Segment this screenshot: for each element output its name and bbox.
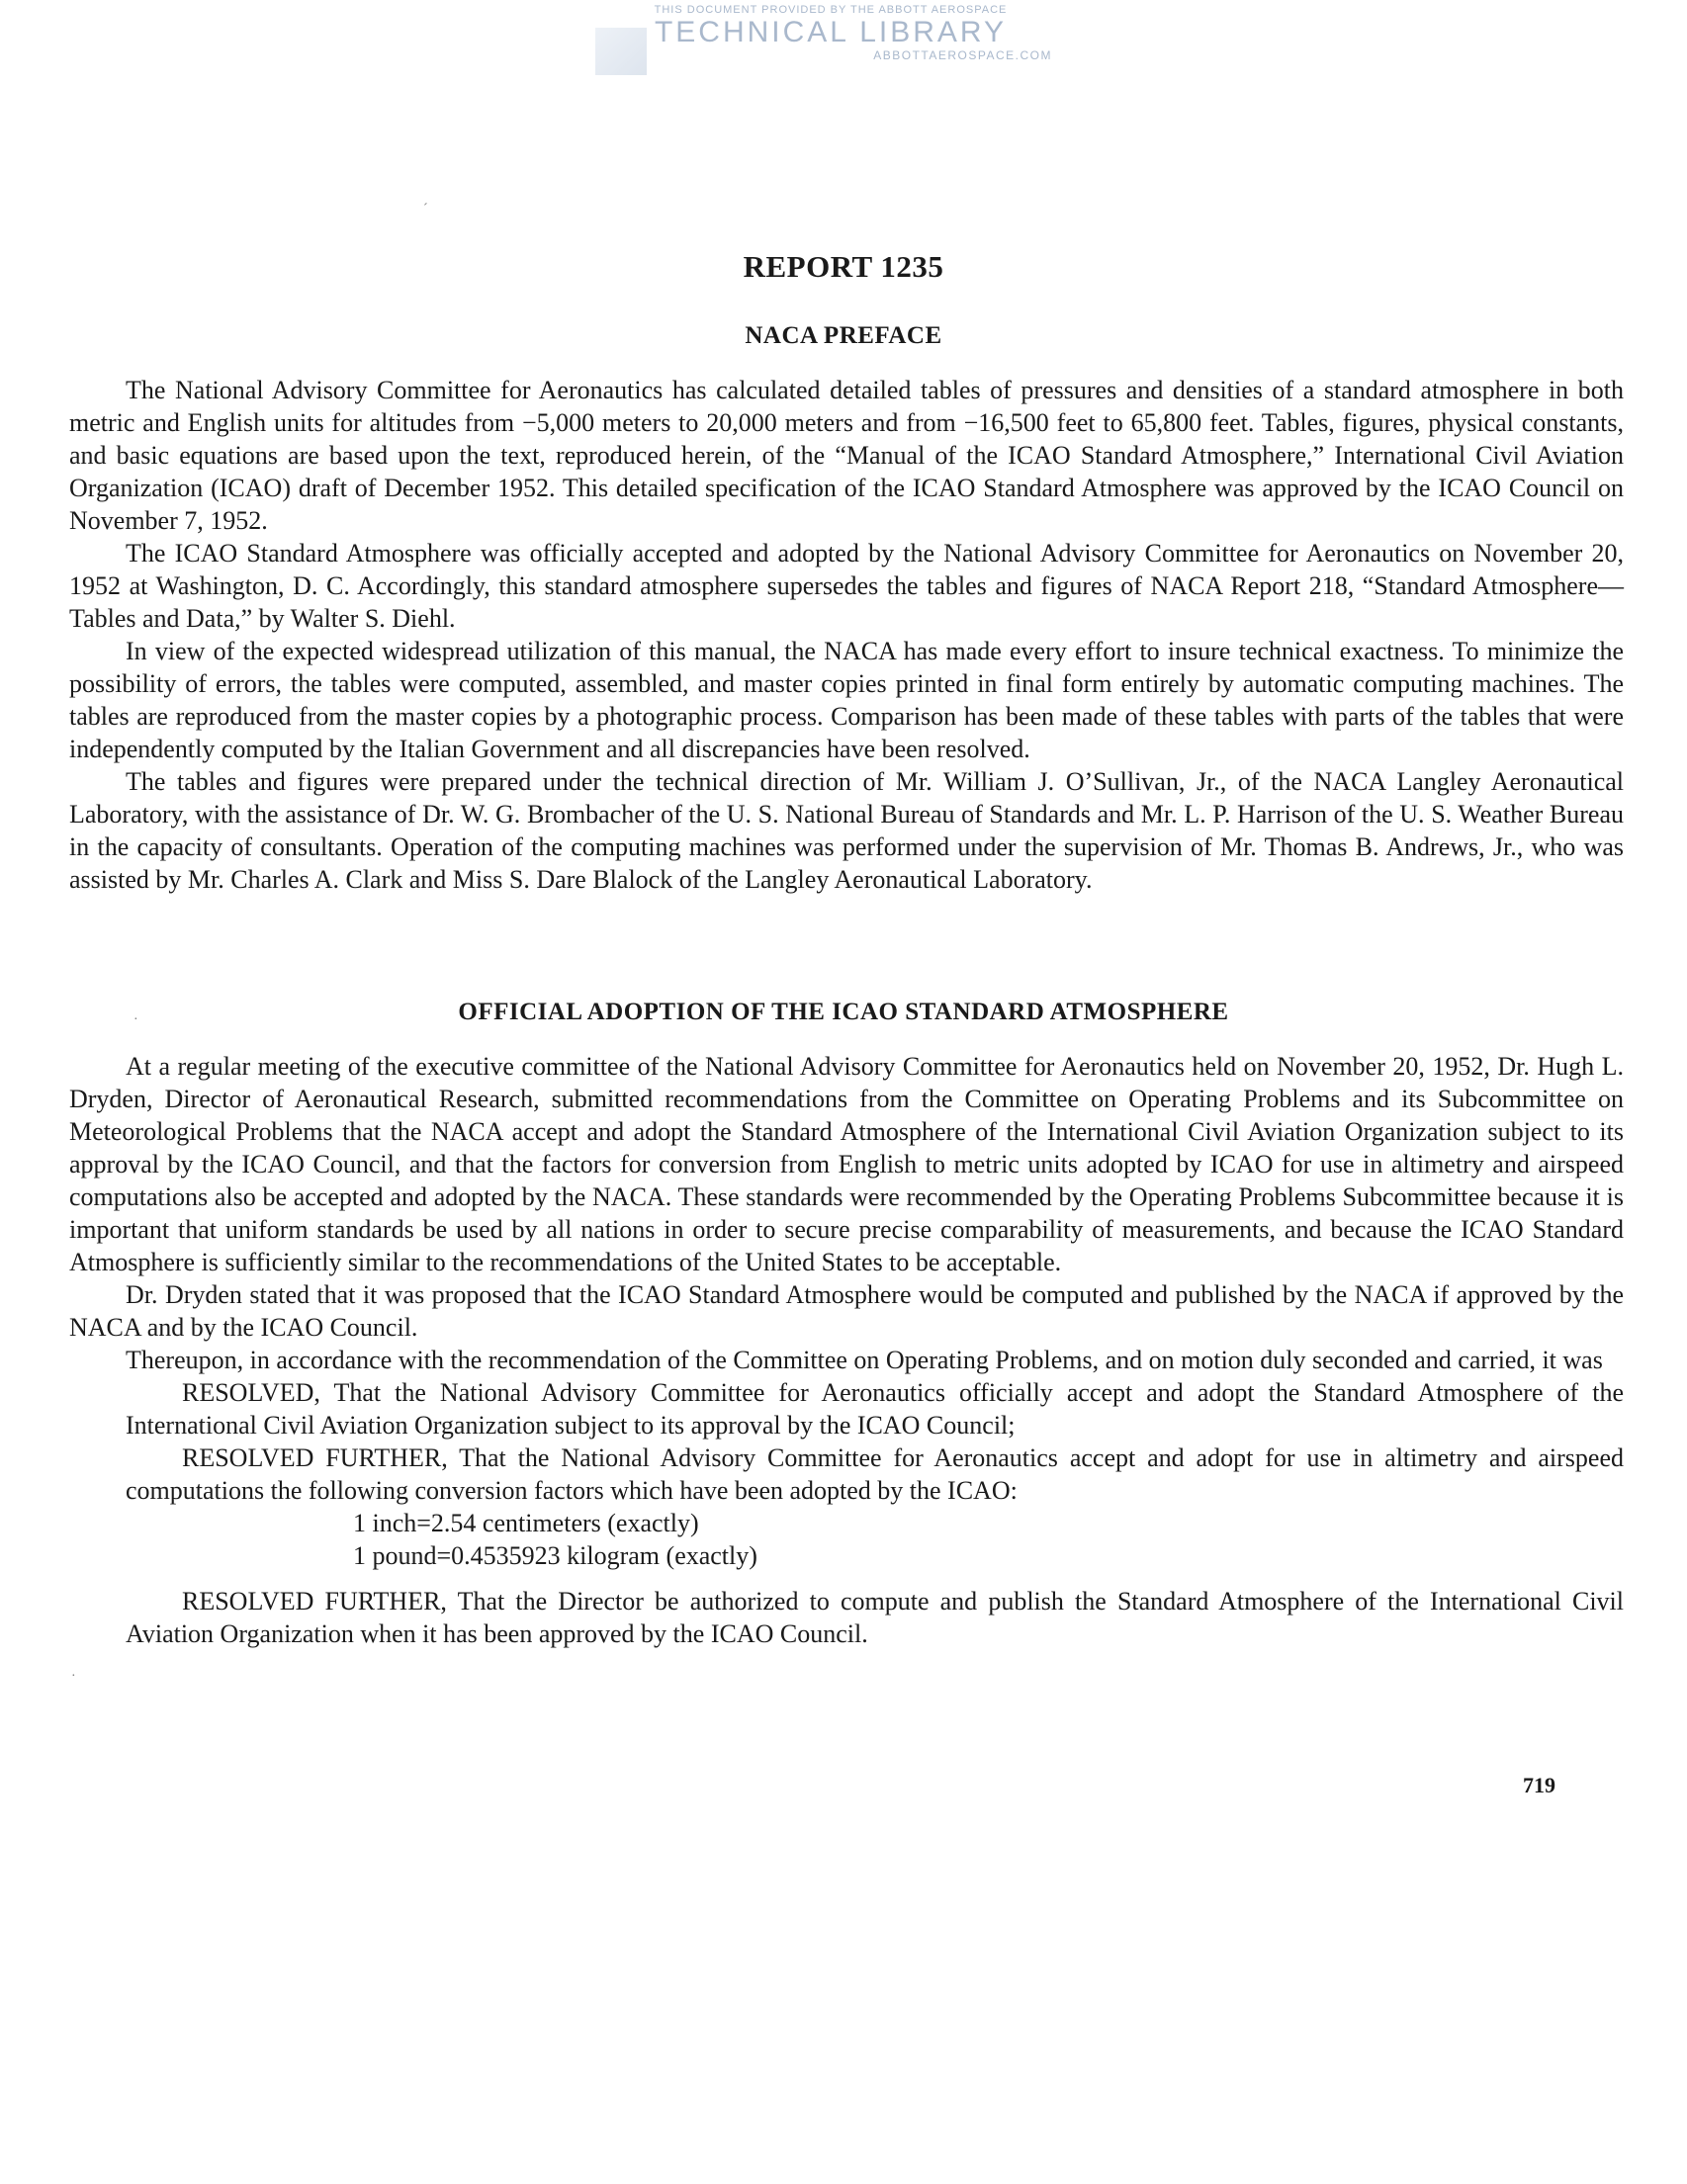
conversion-factor-pound: 1 pound=0.4535923 kilogram (exactly) [353,1541,757,1570]
preface-paragraph: In view of the expected widespread utilization of this manual, the NACA has made every effort to insure technical exactness. To minimize the possibility of errors, the tables were computed, assembled, and master copies printed in final form entirely by automatic computing machines. The tables are reproduced from the master copies by a photographic process. Comparison has been made of these tables with parts of the tables that were independently computed by the Italian Government and all discrepancies have been resolved. [69,637,1624,763]
conversion-factor-inch: 1 inch=2.54 centimeters (exactly) [353,1509,699,1537]
preface-heading: NACA PREFACE [745,322,942,349]
scan-speck: ´ [423,202,428,217]
watermark-title: TECHNICAL LIBRARY [654,16,1008,48]
scan-speck: · [71,1669,76,1684]
adoption-heading: OFFICIAL ADOPTION OF THE ICAO STANDARD ATMOSPHERE [458,999,1229,1025]
adoption-body [69,1050,1624,1650]
preface-paragraph: The ICAO Standard Atmosphere was officially accepted and adopted by the National Advisory Committee for Aeronautics on November 20, 1952 at Washington, D. C. Accordingly, this standard atmosphere supersedes the tables and figures of NACA Report 218, “Standard Atmosphere—Tables and Data,” by Walter S. Diehl. [69,539,1624,633]
adoption-paragraph: At a regular meeting of the executive committee of the National Advisory Committee for Aeronautics held on November 20, 1952, Dr. Hugh L. Dryden, Director of Aeronautical Research, submitted recommendations from the Committee on Operating Problems and its Subcommittee on Meteorological Problems that the NACA accept and adopt the Standard Atmosphere of the International Civil Aviation Organization subject to its approval by the ICAO Council, and that the factors for conversion from English to metric units adopted by ICAO for use in altimetry and airspeed computations also be accepted and adopted by the NACA. These standards were recommended by the Operating Problems Subcommittee because it is important that uniform standards be used by all nations in order to secure precise comparability of measurements, and because the ICAO Standard Atmosphere is sufficiently similar to the recommendations of the United States to be acceptable. [69,1052,1624,1276]
adoption-paragraph: Thereupon, in accordance with the recommendation of the Committee on Operating Problems, and on motion duly seconded and carried, it was [126,1346,1603,1374]
page-number: 719 [1523,1773,1555,1797]
adoption-paragraph: Dr. Dryden stated that it was proposed that the ICAO Standard Atmosphere would be computed and published by the NACA if approved by the NACA and by the ICAO Council. [69,1280,1624,1342]
final-resolution-paragraph: RESOLVED FURTHER, That the Director be authorized to compute and publish the Standard Atmosphere of the International Civil Aviation Organization when it has been approved by the ICAO Council. [126,1587,1624,1648]
resolution-paragraph: RESOLVED, That the National Advisory Committee for Aeronautics officially accept and adopt the Standard Atmosphere of the International Civil Aviation Organization subject to its approval by the ICAO Council; [126,1378,1624,1440]
preface-paragraph: The National Advisory Committee for Aeronautics has calculated detailed tables of pressures and densities of a standard atmosphere in both metric and English units for altitudes from −5,000 meters to 20,000 meters and from −16,500 feet to 65,800 feet. Tables, figures, physical constants, and basic equations are based upon the text, reproduced herein, of the “Manual of the ICAO Standard Atmosphere,” International Civil Aviation Organization (ICAO) draft of December 1952. This detailed specification of the ICAO Standard Atmosphere was approved by the ICAO Council on November 7, 1952. [69,376,1624,535]
report-title: REPORT 1235 [743,249,944,284]
preface-paragraph: The tables and figures were prepared under the technical direction of Mr. William J. O’Sullivan, Jr., of the NACA Langley Aeronautical Laboratory, with the assistance of Dr. W. G. Brombacher of the U. S. National Bureau of Standards and Mr. L. P. Harrison of the U. S. Weather Bureau in the capacity of consultants. Operation of the computing machines was performed under the supervision of Mr. Thomas B. Andrews, Jr., who was assisted by Mr. Charles A. Clark and Miss S. Dare Blalock of the Langley Aeronautical Laboratory. [69,767,1624,894]
watermark-provider-line: THIS DOCUMENT PROVIDED BY THE ABBOTT AEROSPACE [654,4,1008,16]
preface-body [69,374,1624,896]
scan-speck: · [133,1012,138,1027]
spacer [69,1572,1624,1585]
watermark-url: ABBOTTAEROSPACE.COM [873,48,1052,62]
watermark [583,4,1078,73]
resolution-paragraph: RESOLVED FURTHER, That the National Advisory Committee for Aeronautics accept and adopt for use in altimetry and airspeed computations the following conversion factors which have been adopted by the ICAO: [126,1443,1624,1505]
